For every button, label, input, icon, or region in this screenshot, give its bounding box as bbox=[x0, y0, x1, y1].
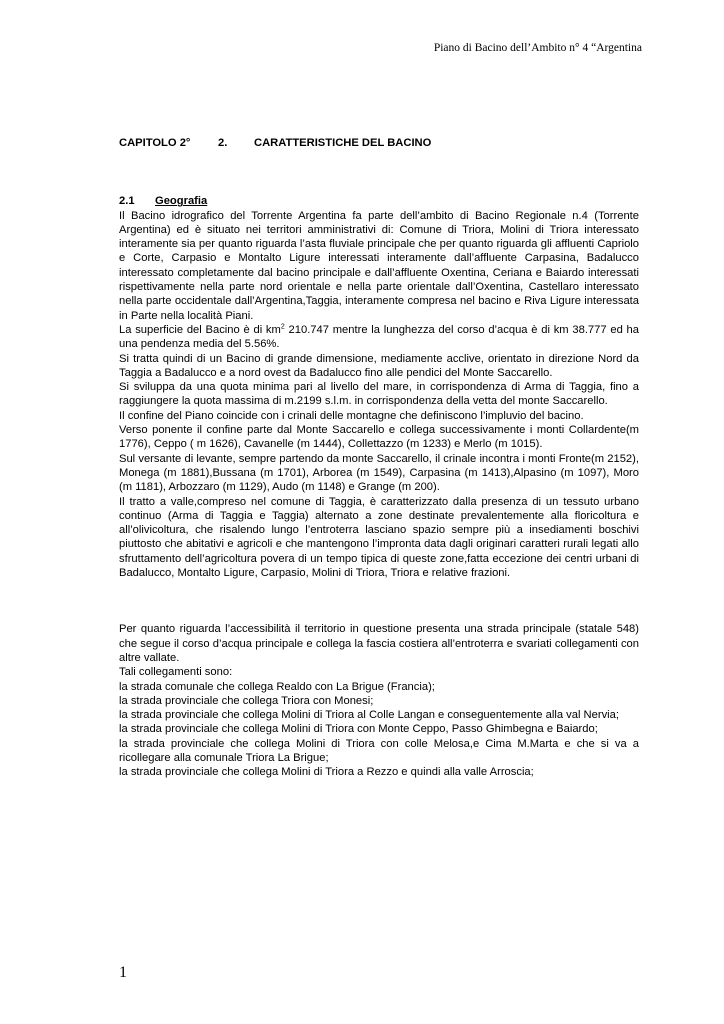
section-title: Geografia bbox=[155, 195, 208, 208]
road-list-item: la strada provinciale che collega Molini di Triora a Rezzo e quindi alla valle Arroscia; bbox=[119, 766, 534, 779]
superscript-2: 2 bbox=[280, 323, 285, 331]
paragraph-surface bbox=[119, 323, 639, 352]
paragraph: Il Bacino idrografico del Torrente Argentina fa parte dell’ambito di Bacino Regionale n.4 (Torrente Argentina) ed è situato nei territori amministrativi di: Comune di Triora, Molini di Triora interessato interamente sia per quanto riguarda l’asta fluviale principale che per quanto riguarda gli affluenti Capriolo e Corte, Carpasio e Montalto Ligure interessati interamente dall’affluente Carpasina, Badalucco interessato completamente dal bacino principale e dall’affluente Oxentina, Ceriana e Baiardo interessati rispettivamente nella parte nord orientale e nella parte orientale dall’Oxentina, Castellaro interessato nella parte occidentale dall’Argentina,Taggia, interamente compresa nel bacino e Riva Ligure interessata in Parte nella località Piani. bbox=[119, 209, 639, 322]
road-list-item: la strada provinciale che collega Molini di Triora al Colle Langan e conseguentemente alla val Nervia; bbox=[119, 709, 619, 722]
paragraph: Sul versante di levante, sempre partendo da monte Saccarello, il crinale incontra i monti Fronte(m 2152), Monega (m 1881),Bussana (m 1701), Arborea (m 1549), Carpasina (m 1413),Alpasino (m 1097), Moro (m 1181), Arbozzaro (m 1129), Audo (m 1148) e Grange (m 200). bbox=[119, 452, 639, 494]
chapter-label: CAPITOLO 2° bbox=[119, 137, 191, 149]
section-number: 2.1 bbox=[119, 195, 135, 208]
paragraph: Per quanto riguarda l’accessibilità il territorio in questione presenta una strada principale (statale 548) che segue il corso d’acqua principale e collega la fascia costiera all’entroterra e svariati collegamenti con altre vallate. bbox=[119, 623, 639, 664]
road-list-item: la strada provinciale che collega Molini di Triora con colle Melosa,e Cima M.Marta e che si va a ricollegare alla comunale Triora La Brigue; bbox=[119, 737, 639, 764]
paragraph: Il tratto a valle,compreso nel comune di Taggia, è caratterizzato dalla presenza di un tessuto urbano continuo (Arma di Taggia e Taggia) alternato a zone destinate prevalentemente alla floricoltura e all’olivicoltura, che risalendo lungo l’entroterra lasciano spazio sempre più a insediamenti boschivi piuttosto che abitativi e agricoli e che mantengono l’impronta data dagli originari caratteri rurali legati allo sfruttamento dell’agricoltura povera di un tempo tipica di queste zone,fatta eccezione dei centri urbani di Badalucco, Montalto Ligure, Carpasio, Molini di Triora, Triora e relative frazioni. bbox=[119, 495, 639, 580]
paragraph: Tali collegamenti sono: bbox=[119, 666, 233, 679]
page-number: 1 bbox=[119, 964, 127, 981]
road-list-item: la strada provinciale che collega Molini di Triora con Monte Ceppo, Passo Ghimbegna e Baiardo; bbox=[119, 723, 598, 736]
chapter-heading bbox=[119, 136, 639, 150]
paragraph: Si tratta quindi di un Bacino di grande dimensione, mediamente acclive, orientato in direzione Nord da Taggia a Badalucco e a nord ovest da Badalucco fino alle pendici del Monte Saccarello. bbox=[119, 352, 639, 379]
road-list-item: la strada provinciale che collega Triora con Monesi; bbox=[119, 694, 374, 707]
document-body bbox=[119, 136, 639, 780]
paragraph: Il confine del Piano coincide con i crinali delle montagne che definiscono l’impluvio del bacino. bbox=[119, 409, 584, 422]
page-header: Piano di Bacino dell’Ambito n° 4 “Argentina bbox=[433, 42, 642, 54]
road-list-item: la strada comunale che collega Realdo con La Brigue (Francia); bbox=[119, 680, 435, 693]
chapter-title: CARATTERISTICHE DEL BACINO bbox=[254, 137, 432, 149]
surface-text-before: La superficie del Bacino è di km bbox=[119, 323, 281, 336]
chapter-number: 2. bbox=[218, 137, 228, 149]
surface-text-after: 210.747 mentre la lunghezza del corso d’acqua è di km 38.777 ed ha una pendenza media del 5.56%. bbox=[119, 323, 640, 351]
paragraph: Verso ponente il confine parte dal Monte Saccarello e collega successivamente i monti Collardente(m 1776), Ceppo ( m 1626), Cavanelle (m 1444), Collettazzo (m 1233) e Merlo (m 1015). bbox=[119, 424, 639, 451]
paragraph: Si sviluppa da una quota minima pari al livello del mare, in corrispondenza di Arma di Taggia, fino a raggiungere la quota massima di m.2199 s.l.m. in corrispondenza della vetta del monte Saccarello. bbox=[119, 381, 639, 408]
section-heading bbox=[119, 194, 639, 208]
spacer bbox=[119, 580, 639, 622]
